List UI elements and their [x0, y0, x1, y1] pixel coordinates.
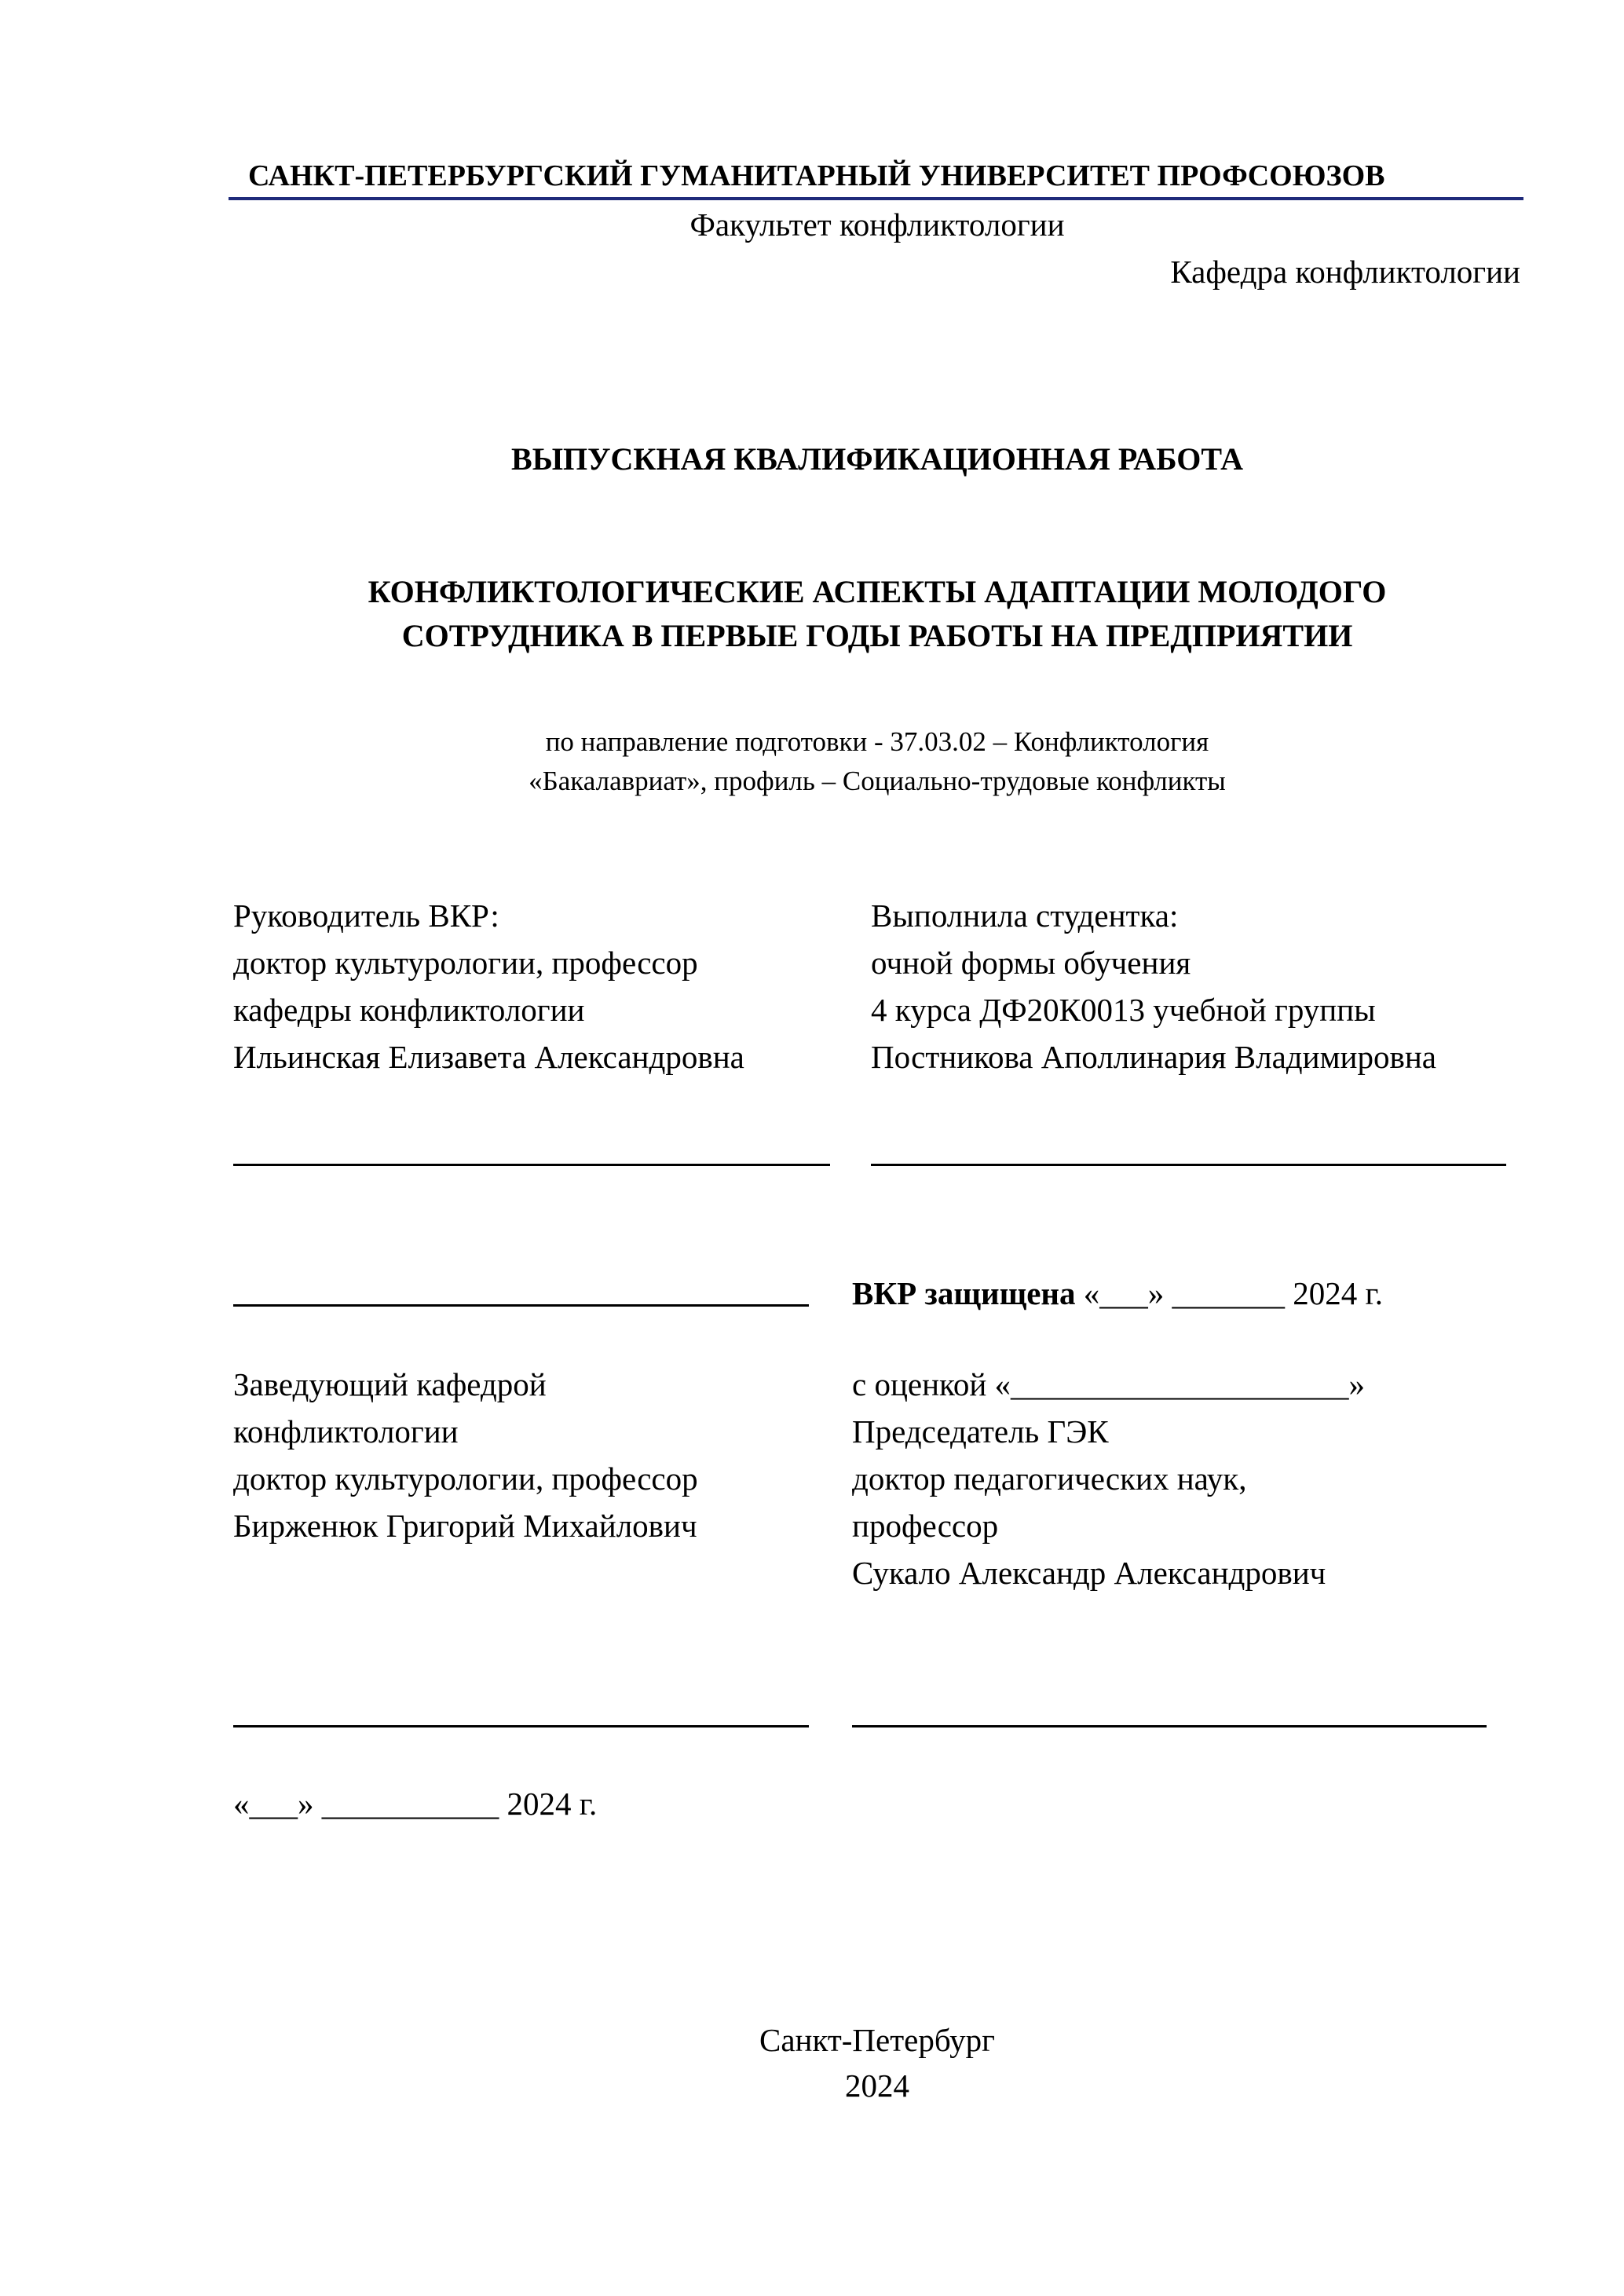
defense-label: ВКР защищена	[852, 1275, 1076, 1311]
supervisor-signature-line	[233, 1164, 830, 1166]
defense-date: «___» _______ 2024 г.	[1075, 1275, 1383, 1311]
head-signature-line	[233, 1725, 809, 1727]
student-block	[871, 892, 1436, 1080]
student-signature-line	[871, 1164, 1506, 1166]
chairman-signature-line	[852, 1725, 1487, 1727]
title-line-1: КОНФЛИКТОЛОГИЧЕСКИЕ АСПЕКТЫ АДАПТАЦИИ МОЛОДОГО	[368, 574, 1387, 609]
direction-line-1: по направление подготовки - 37.03.02 – Конфликтология	[545, 726, 1209, 757]
department-name: Кафедра конфликтологии	[1170, 254, 1520, 290]
chairman-position: Председатель ГЭК	[852, 1413, 1109, 1450]
commission-block	[852, 1361, 1365, 1596]
signature-line-left	[233, 1304, 809, 1307]
supervisor-block	[233, 892, 744, 1080]
chairman-name: Сукало Александр Александрович	[852, 1555, 1326, 1591]
date-line: «___» ___________ 2024 г.	[233, 1786, 598, 1822]
head-of-department-block	[233, 1361, 698, 1549]
supervisor-name: Ильинская Елизавета Александровна	[233, 1039, 744, 1075]
title-line-2: СОТРУДНИКА В ПЕРВЫЕ ГОДЫ РАБОТЫ НА ПРЕДПРИЯТИИ	[401, 618, 1353, 653]
faculty-name: Факультет конфликтологии	[689, 207, 1065, 243]
university-name: САНКТ-ПЕТЕРБУРГСКИЙ ГУМАНИТАРНЫЙ УНИВЕРСИТЕТ ПРОФСОЮЗОВ	[248, 159, 1385, 192]
footer-city: Санкт-Петербург	[759, 2022, 995, 2058]
head-position: Заведующий кафедрой	[233, 1366, 547, 1402]
work-type: ВЫПУСКНАЯ КВАЛИФИКАЦИОННАЯ РАБОТА	[511, 441, 1243, 477]
supervisor-label: Руководитель ВКР:	[233, 898, 499, 934]
direction-line-2: «Бакалавриат», профиль – Социально-трудовые конфликты	[529, 766, 1226, 796]
head-name: Бирженюк Григорий Михайлович	[233, 1508, 697, 1544]
head-degree: доктор культурологии, профессор	[233, 1461, 698, 1497]
student-label: Выполнила студентка:	[871, 898, 1179, 934]
chairman-degree: доктор педагогических наук,	[852, 1461, 1247, 1497]
student-study-form: очной формы обучения	[871, 945, 1191, 981]
head-department: конфликтологии	[233, 1413, 459, 1450]
student-group: 4 курса ДФ20К0013 учебной группы	[871, 992, 1376, 1028]
defense-status	[852, 1270, 1383, 1317]
grade-field: с оценкой «_____________________»	[852, 1366, 1366, 1402]
header-rule	[229, 197, 1523, 200]
chairman-title: профессор	[852, 1508, 999, 1544]
student-name: Постникова Аполлинария Владимировна	[871, 1039, 1436, 1075]
footer-year: 2024	[845, 2067, 909, 2104]
supervisor-degree: доктор культурологии, профессор	[233, 945, 698, 981]
supervisor-department: кафедры конфликтологии	[233, 992, 585, 1028]
